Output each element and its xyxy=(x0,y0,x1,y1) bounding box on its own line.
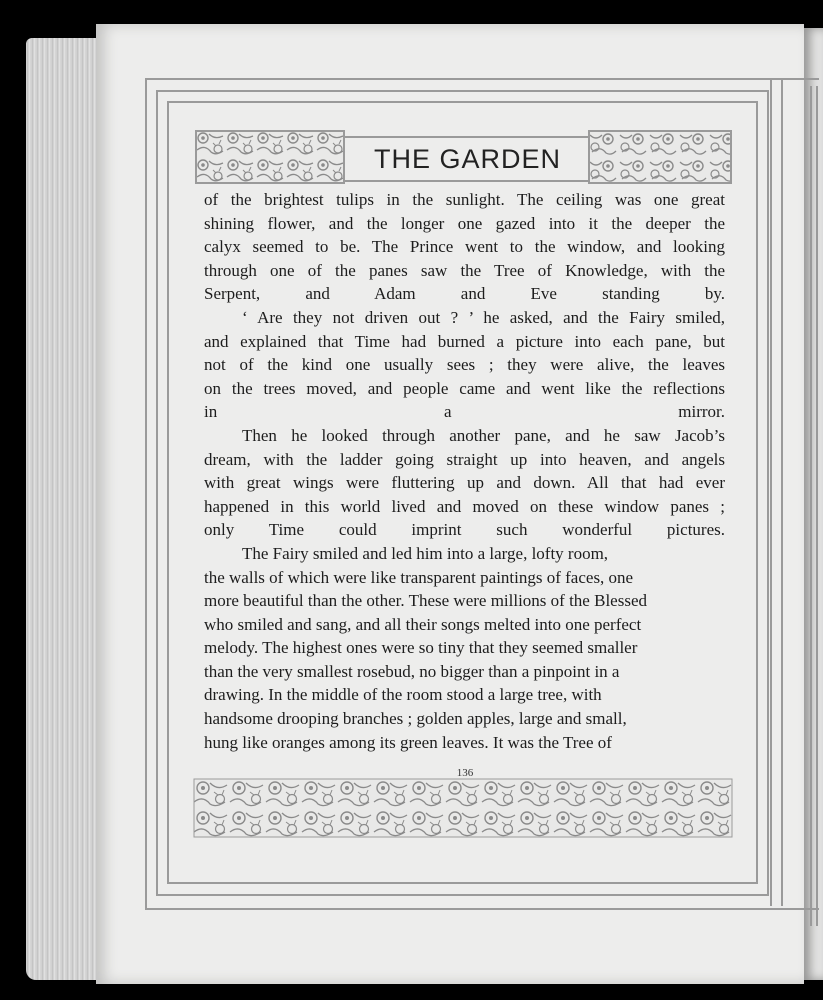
text-line: dream, with the ladder going straight up into heaven, and angels xyxy=(204,449,725,469)
text-line: than the very smallest rosebud, no bigger than a pinpoint in a xyxy=(204,661,620,681)
text-line: The Fairy smiled and led him into a large, lofty room, xyxy=(242,543,609,563)
border-rule xyxy=(770,80,772,906)
border-rule xyxy=(781,80,783,906)
header-ornament-right-icon xyxy=(588,130,732,184)
text-line: with great wings were fluttering up and down. All that had ever xyxy=(204,473,725,493)
text-line: in a mirror. xyxy=(204,402,725,422)
text-line: the walls of which were like transparent paintings of faces, one xyxy=(204,567,634,587)
page-edges xyxy=(26,38,106,980)
text-line: happened in this world lived and moved on these window panes ; xyxy=(204,496,725,516)
text-line: Then he looked through another pane, and he saw Jacob’s xyxy=(242,425,725,445)
page-number: 136 xyxy=(456,767,474,779)
header-ornament-left-icon xyxy=(195,130,345,184)
text-line: calyx seemed to be. The Prince went to the window, and looking xyxy=(204,237,725,257)
text-line: and explained that Time had burned a picture into each pane, but xyxy=(204,331,725,351)
text-line: drawing. In the middle of the room stood a large tree, with xyxy=(204,685,602,705)
page-header xyxy=(195,130,732,184)
text-line: on the trees moved, and people came and went like the reflections xyxy=(204,378,725,398)
text-line: ‘ Are they not driven out ? ’ he asked, and the Fairy smiled, xyxy=(242,307,725,327)
text-line: Serpent, and Adam and Eve standing by. xyxy=(204,284,725,304)
text-line: through one of the panes saw the Tree of Knowledge, with the xyxy=(204,260,725,280)
paragraph-4 xyxy=(204,542,725,754)
paragraph-2 xyxy=(204,306,725,424)
page-title: THE GARDEN xyxy=(373,143,562,174)
text-line: not of the kind one usually sees ; they were alive, the leaves xyxy=(204,355,725,375)
text-line: handsome drooping branches ; golden apples, large and small, xyxy=(204,709,627,729)
title-box xyxy=(343,136,592,182)
paragraph-1 xyxy=(204,188,725,306)
text-line: of the brightest tulips in the sunlight. The ceiling was one great xyxy=(204,190,725,209)
body-text xyxy=(204,188,725,754)
text-line: who smiled and sang, and all their songs melted into one perfect xyxy=(204,614,642,634)
footer-ornament-icon xyxy=(193,778,733,838)
text-line: only Time could imprint such wonderful pictures. xyxy=(204,520,725,540)
paragraph-3 xyxy=(204,424,725,542)
text-line: shining flower, and the longer one gazed into it the deeper the xyxy=(204,213,725,233)
text-line: melody. The highest ones were so tiny that they seemed smaller xyxy=(204,638,638,658)
text-line: hung like oranges among its green leaves. It was the Tree of xyxy=(204,732,612,752)
text-line: more beautiful than the other. These were millions of the Blessed xyxy=(204,591,647,611)
